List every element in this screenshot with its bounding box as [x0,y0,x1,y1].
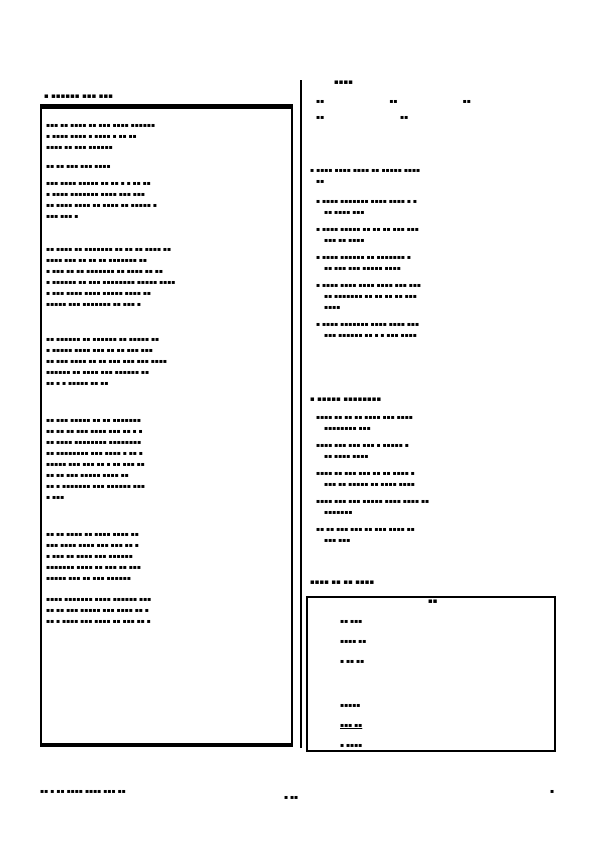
box-line: ▪ ▪▪▪▪ [340,742,363,749]
paragraph-line: ▪▪▪▪▪ ▪▪▪ ▪▪ ▪▪▪ ▪▪▪▪▪▪ [46,575,131,582]
left-paragraph [46,334,289,389]
paragraph-line: ▪▪ ▪▪▪ ▪▪▪▪▪ ▪▪ ▪▪ ▪▪▪▪▪▪▪ [46,417,141,424]
paragraph-line: ▪▪ ▪▪ ▪▪▪ ▪▪▪▪▪ ▪▪▪▪ ▪▪ [46,472,129,479]
paragraph-line: ▪▪▪▪ ▪▪ ▪▪▪ ▪▪▪▪▪▪ [46,144,113,151]
section1-list [316,196,554,347]
paragraph-line: ▪▪▪ ▪▪ ▪▪▪▪ ▪▪ ▪▪▪ ▪▪▪▪ ▪▪▪▪▪▪ [46,122,156,129]
list-item [316,319,554,341]
list-item [316,224,554,246]
box-line: ▪▪ ▪▪▪ [340,618,363,625]
list-item-line: ▪▪ ▪▪ ▪▪▪ ▪▪▪ ▪▪ ▪▪▪ ▪▪▪▪ ▪▪ [316,526,415,533]
list-item [316,280,554,313]
list-item [316,440,554,462]
list-item-line: ▪ ▪▪▪▪ ▪▪▪▪ ▪▪▪▪ ▪▪▪▪ ▪▪▪ ▪▪▪ [316,282,421,289]
paragraph-line: ▪ ▪▪▪▪▪ ▪▪▪▪ ▪▪▪ ▪▪ ▪▪ ▪▪▪ ▪▪▪ [46,347,153,354]
paragraph-line: ▪▪▪▪▪▪ ▪▪ ▪▪▪▪ ▪▪▪ ▪▪▪▪▪▪ ▪▪ [46,369,150,376]
table-row [316,96,536,112]
left-box-top-bar [42,106,291,109]
paragraph-line: ▪▪ ▪ ▪▪▪▪ ▪▪▪ ▪▪▪▪ ▪▪ ▪▪▪ ▪▪ ▪ [46,618,151,625]
box-lines [340,612,490,756]
table-label: ▪▪▪▪ [334,78,353,86]
paragraph-line: ▪ ▪▪▪ [46,494,65,501]
box-title: ▪▪ [428,597,438,605]
paragraph-line: ▪▪▪▪▪▪▪ ▪▪▪▪ ▪▪ ▪▪▪ ▪▪ ▪▪▪ [46,564,141,571]
section2-heading: ▪ ▪▪▪▪▪ ▪▪▪▪▪▪▪▪ [310,395,382,403]
list-item-line: ▪▪▪ ▪▪▪▪▪▪ ▪▪ ▪ ▪ ▪▪▪ ▪▪▪▪ [324,332,417,339]
left-heading: ▪ ▪▪▪▪▪▪ ▪▪▪ ▪▪▪ [44,92,113,100]
paragraph-line: ▪▪▪▪▪ ▪▪▪ ▪▪▪▪▪▪▪ ▪▪ ▪▪▪ ▪ [46,301,141,308]
paragraph-line: ▪▪ ▪▪▪▪ ▪▪ ▪▪▪▪▪▪▪ ▪▪ ▪▪ ▪▪ ▪▪▪▪ ▪▪ [46,246,172,253]
list-item-line: ▪▪ ▪▪▪▪▪▪▪ ▪▪ ▪▪ ▪▪ ▪▪ ▪▪▪ [324,293,417,300]
box-heading: ▪▪▪▪ ▪▪ ▪▪ ▪▪▪▪ [310,578,375,586]
left-paragraph [46,415,289,503]
left-paragraph [46,594,289,627]
section1-heading-cont: ▪▪ [316,178,325,185]
list-item-line: ▪ ▪▪▪▪ ▪▪▪▪▪ ▪▪ ▪▪ ▪▪ ▪▪▪ ▪▪▪ [316,226,419,233]
list-item-line: ▪▪▪▪ ▪▪ ▪▪ ▪▪ ▪▪▪▪ ▪▪▪ ▪▪▪▪ [316,414,413,421]
list-item-line: ▪▪▪▪ ▪▪ ▪▪▪ ▪▪▪ ▪▪ ▪▪ ▪▪▪▪ ▪ [316,470,415,477]
list-item [316,524,554,546]
list-item-line: ▪▪▪▪ ▪▪▪ ▪▪▪ ▪▪▪ ▪ ▪▪▪▪▪ ▪ [316,442,409,449]
list-item-line: ▪▪▪▪ [324,304,341,311]
list-item [316,468,554,490]
list-item-line: ▪▪▪ ▪▪ ▪▪▪▪▪ ▪▪ ▪▪▪▪ ▪▪▪▪ [324,481,415,488]
paragraph-line: ▪▪ ▪ ▪ ▪▪▪▪▪ ▪▪ ▪▪ [46,380,109,387]
column-divider [300,80,302,748]
list-item [316,196,554,218]
box-line: ▪ ▪▪ ▪▪ [340,658,365,665]
paragraph-line: ▪▪▪▪▪ ▪▪▪ ▪▪▪ ▪▪ ▪ ▪▪ ▪▪▪ ▪▪ [46,461,145,468]
left-paragraph [46,120,289,153]
box-line: ▪▪▪▪ ▪▪ [340,638,367,645]
table-row [316,112,536,128]
list-item [316,496,554,518]
paragraph-line: ▪▪ ▪▪ ▪▪▪ ▪▪▪ ▪▪▪▪ [46,163,111,170]
list-item-line: ▪▪ ▪▪▪▪ ▪▪▪▪ [324,453,369,460]
paragraph-line: ▪▪ ▪▪▪▪▪▪ ▪▪ ▪▪▪▪▪▪ ▪▪ ▪▪▪▪▪ ▪▪ [46,336,160,343]
section1-heading: ▪ ▪▪▪▪ ▪▪▪▪ ▪▪▪▪ ▪▪ ▪▪▪▪▪ ▪▪▪▪ [310,167,421,174]
list-item-line: ▪▪▪ ▪▪ ▪▪▪▪ [324,237,365,244]
paragraph-line: ▪ ▪▪▪ ▪▪ ▪▪ ▪▪▪▪▪▪▪ ▪▪ ▪▪▪▪ ▪▪ ▪▪ [46,268,163,275]
paragraph-line: ▪▪ ▪▪▪▪ ▪▪▪▪ ▪▪ ▪▪▪▪ ▪▪ ▪▪▪▪▪ ▪ [46,202,157,209]
paragraph-line: ▪▪▪▪ ▪▪▪▪▪▪▪ ▪▪▪▪ ▪▪▪▪▪▪ ▪▪▪ [46,596,152,603]
paragraph-line: ▪ ▪▪▪ ▪▪ ▪▪▪▪ ▪▪▪ ▪▪▪▪▪▪ [46,553,133,560]
left-box-bottom-bar [42,743,291,746]
section2-list [316,412,554,552]
paragraph-line: ▪▪ ▪ ▪▪▪▪▪▪▪ ▪▪▪ ▪▪▪▪▪▪ ▪▪▪ [46,483,145,490]
paragraph-line: ▪▪ ▪▪▪▪▪▪▪▪ ▪▪▪ ▪▪▪▪ ▪ ▪▪ ▪ [46,450,143,457]
paragraph-line: ▪▪▪ ▪▪▪▪ ▪▪▪▪ ▪▪▪ ▪▪▪ ▪▪ ▪ [46,542,139,549]
table-cell: ▪▪ [389,98,398,105]
table-cell: ▪▪ [316,98,325,105]
table-cell: ▪▪ [400,114,409,121]
list-item [316,412,554,434]
paragraph-line: ▪▪▪▪ ▪▪▪ ▪▪ ▪▪ ▪▪ ▪▪▪▪▪▪▪ ▪▪ [46,257,147,264]
list-item-line: ▪▪ ▪▪▪▪ ▪▪▪ [324,209,365,216]
footer-center: ▪ ▪▪ [284,794,299,801]
table-cell: ▪▪ [462,98,471,105]
list-item-line: ▪▪▪▪ ▪▪▪ ▪▪▪ ▪▪▪▪▪ ▪▪▪▪ ▪▪▪▪ ▪▪ [316,498,430,505]
list-item-line: ▪▪ ▪▪▪ ▪▪▪ ▪▪▪▪▪ ▪▪▪▪ [324,265,401,272]
paragraph-line: ▪▪ ▪▪ ▪▪▪▪ ▪▪ ▪▪▪▪ ▪▪▪▪ ▪▪ [46,531,139,538]
left-paragraph [46,178,289,222]
paragraph-line: ▪ ▪▪▪ ▪▪▪▪ ▪▪▪▪ ▪▪▪▪▪ ▪▪▪▪ ▪▪ [46,290,151,297]
paragraph-line: ▪▪ ▪▪ ▪▪ ▪▪▪ ▪▪▪▪ ▪▪▪ ▪▪ ▪ ▪ [46,428,143,435]
list-item [316,252,554,274]
paragraph-line: ▪▪ ▪▪▪▪ ▪▪▪▪▪▪▪▪ ▪▪▪▪▪▪▪▪ [46,439,142,446]
list-item-line: ▪ ▪▪▪▪ ▪▪▪▪▪▪▪ ▪▪▪▪ ▪▪▪▪ ▪▪▪ [316,321,420,328]
list-item-line: ▪▪▪▪▪▪▪ [324,509,353,516]
paragraph-line: ▪▪ ▪▪▪ ▪▪▪▪ ▪▪ ▪▪ ▪▪▪ ▪▪▪ ▪▪▪ ▪▪▪▪ [46,358,167,365]
paragraph-line: ▪▪▪ ▪▪▪▪ ▪▪▪▪▪ ▪▪ ▪▪ ▪ ▪ ▪▪ ▪▪ [46,180,151,187]
list-item-line: ▪ ▪▪▪▪ ▪▪▪▪▪▪▪ ▪▪▪▪ ▪▪▪▪ ▪ ▪ [316,198,417,205]
table-cell: ▪▪ [316,114,325,121]
list-item-line: ▪ ▪▪▪▪ ▪▪▪▪▪▪ ▪▪ ▪▪▪▪▪▪▪ ▪ [316,254,411,261]
box-line: ▪▪▪ ▪▪ [340,722,363,729]
left-paragraph [46,161,289,172]
paragraph-line: ▪▪▪ ▪▪▪ ▪ [46,213,79,220]
paragraph-line: ▪▪ ▪▪ ▪▪▪ ▪▪▪▪▪ ▪▪▪ ▪▪▪▪ ▪▪ ▪ [46,607,149,614]
box-line: ▪▪▪▪▪ [340,702,361,709]
left-paragraph [46,244,289,310]
left-paragraph [46,529,289,584]
footer-right: ▪ [550,788,555,795]
table [316,96,536,128]
list-item-line: ▪▪▪▪▪▪▪▪ ▪▪▪ [324,425,371,432]
footer-left: ▪▪ ▪ ▪▪ ▪▪▪▪ ▪▪▪▪ ▪▪▪ ▪▪ [40,788,126,795]
paragraph-line: ▪ ▪▪▪▪▪▪ ▪▪ ▪▪▪ ▪▪▪▪▪▪▪▪ ▪▪▪▪▪ ▪▪▪▪ [46,279,176,286]
left-content [46,110,289,627]
paragraph-line: ▪ ▪▪▪▪ ▪▪▪▪▪▪▪ ▪▪▪▪ ▪▪▪ ▪▪▪ [46,191,145,198]
list-item-line: ▪▪▪ ▪▪▪ [324,537,351,544]
paragraph-line: ▪ ▪▪▪▪ ▪▪▪▪ ▪ ▪▪▪▪ ▪ ▪▪ ▪▪ [46,133,137,140]
